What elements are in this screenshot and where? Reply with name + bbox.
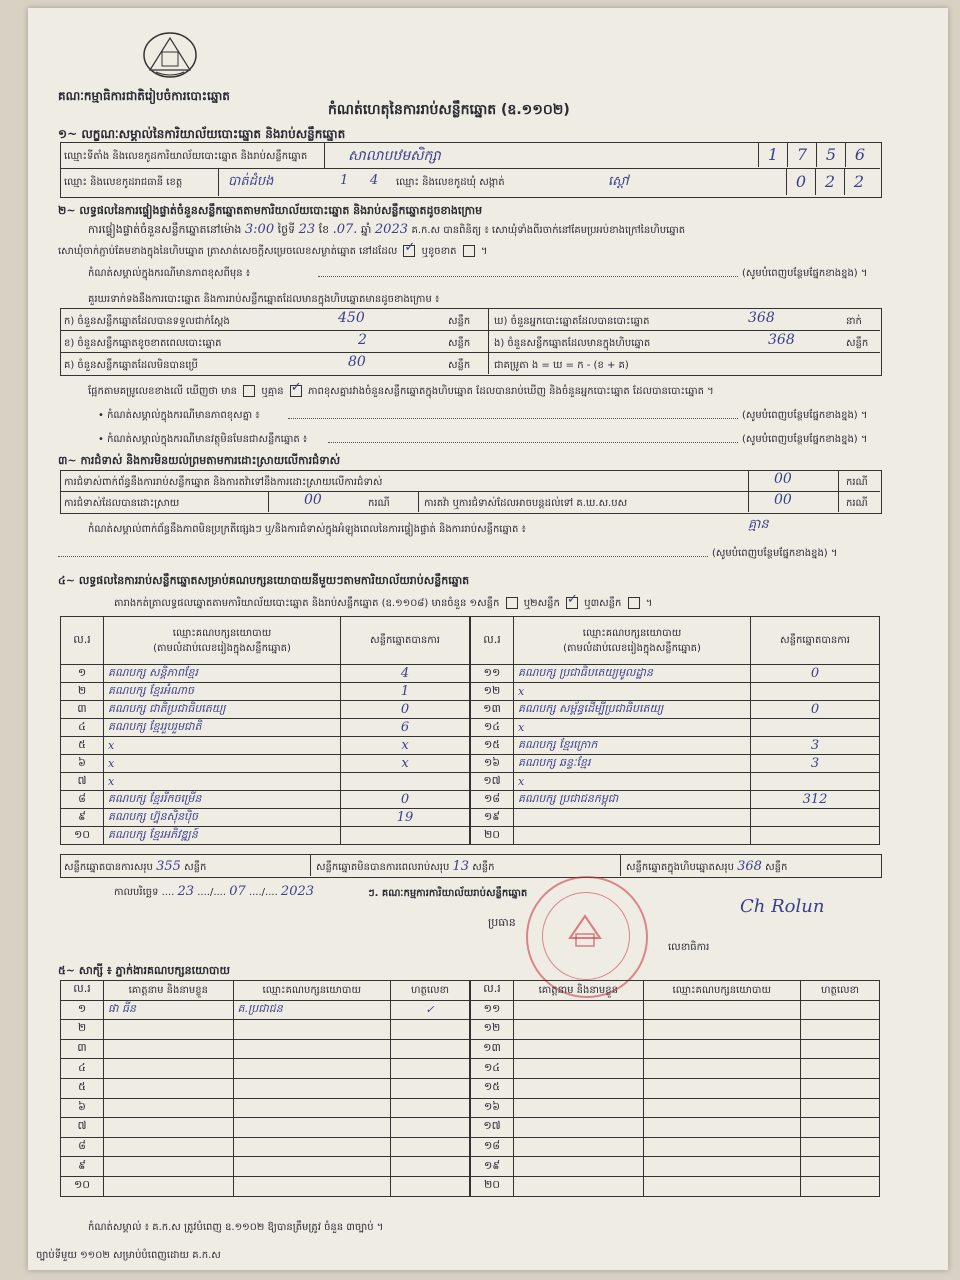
appeal-label: ការតវ៉ា ឬការជំទាស់ដែលអាចបន្តដល់ទៅ គ.ឃ.ស.បស xyxy=(424,498,628,509)
vote-row xyxy=(61,755,470,773)
total-box: សន្លឹកឆ្នោតក្នុងហិបឆ្នោតសរុប 368 សន្លឹក xyxy=(626,859,788,874)
witness-name xyxy=(514,1118,644,1138)
w-col-name: គោត្តនាម និងនាមខ្លួន xyxy=(104,981,234,1001)
vote-row xyxy=(471,827,880,845)
vote-row xyxy=(61,719,470,737)
witness-signature xyxy=(801,1059,880,1079)
witness-name xyxy=(514,1078,644,1098)
has-diff-checkbox xyxy=(243,385,255,397)
witness-signature xyxy=(801,1000,880,1020)
party-votes: 312 xyxy=(751,791,880,809)
witness-name xyxy=(104,1118,234,1138)
col-votes-header: សន្លឹកឆ្នោតបានការ xyxy=(751,617,880,665)
col-no-header: ល.រ xyxy=(471,617,514,665)
col-votes-header: សន្លឹកឆ្នោតបានការ xyxy=(341,617,470,665)
w-col-party: ឈ្មោះគណបក្សនយោបាយ xyxy=(233,981,390,1001)
party-name: គណបក្ស ជាតិប្រជាធិបតេយ្យ xyxy=(104,701,341,719)
section2-title: ២~ លទ្ធផលនៃការផ្ទៀងផ្ទាត់ចំនួនសន្លឹកឆ្នោតតាមការិយាល័យបោះឆ្នោត និងរាប់សន្លឹកឆ្នោតដូចខាងក្រោម xyxy=(58,204,483,217)
section3-title: ៣~ ការជំទាស់ និងការមិនយល់ព្រមតាមការដោះស្រាយលើការជំទាស់ xyxy=(58,454,341,467)
vote-row xyxy=(61,701,470,719)
section5-title: ៥~ សាក្សី ៖ ភ្នាក់ងារគណបក្សនយោបាយ xyxy=(58,964,231,977)
witness-signature xyxy=(801,1020,880,1040)
witness-signature xyxy=(801,1137,880,1157)
party-votes: 1 xyxy=(341,683,470,701)
section2-line2: សោឃុំចាក់ភ្ជាប់គែមខាងក្នុងនៃហិបឆ្នោត ត្រាសាត់សេចក្ដីសម្រេចលេខសម្ងាត់ឆ្នោត នៅដដែល ✓ ឬខូចខាត ។ xyxy=(58,244,487,259)
vote-row xyxy=(471,809,880,827)
count-d-unit: នាក់ xyxy=(846,316,862,327)
count-b-value: 2 xyxy=(358,332,367,348)
row-no: ២០ xyxy=(471,827,514,845)
party-votes: 3 xyxy=(751,737,880,755)
witness-signature xyxy=(391,1039,470,1059)
witness-party: គ.ប្រជាជន xyxy=(233,1000,390,1020)
vote-row xyxy=(61,791,470,809)
total-valid-value: 355 xyxy=(156,859,181,874)
witness-signature xyxy=(801,1098,880,1118)
fill-hint-1: (សូមបំពេញបន្ថែមផ្នែកខាងខ្នង) ។ xyxy=(742,268,868,279)
witness-name xyxy=(514,1059,644,1079)
witness-party xyxy=(643,1176,800,1196)
witness-row xyxy=(471,1176,880,1196)
vote-row xyxy=(471,773,880,791)
verify-day: 23 xyxy=(298,222,316,237)
bullet-diff: • កំណត់សម្គាល់ក្នុងករណីមានភាពខុសគ្នា ៖ xyxy=(98,410,260,421)
party-name: គណបក្ស សន្តិភាពខ្មែរ xyxy=(104,665,341,683)
witness-name xyxy=(514,1020,644,1040)
count-a-value: 450 xyxy=(338,310,365,326)
witness-row xyxy=(471,1020,880,1040)
count-formula: ជាគម្រូតា ង = ឃ = ក - (ខ + គ) xyxy=(494,360,629,371)
witness-party xyxy=(233,1059,390,1079)
row-no: ១២ xyxy=(471,1020,514,1040)
witness-party xyxy=(233,1020,390,1040)
count-d-label: ឃ) ចំនួនអ្នកបោះឆ្នោតដែលបានបោះឆ្នោត xyxy=(494,316,650,327)
count-e-value: 368 xyxy=(768,332,795,348)
party-votes xyxy=(341,773,470,791)
vote-row xyxy=(471,665,880,683)
votes-table-left xyxy=(60,616,470,845)
row-no: ១៨ xyxy=(471,1137,514,1157)
witness-signature xyxy=(391,1157,470,1177)
witness-name xyxy=(104,1039,234,1059)
row-no: ៣ xyxy=(61,701,104,719)
objection-label: ការជំទាស់ពាក់ព័ន្ធនឹងការរាប់សន្លឹកឆ្នោត និងការតវ៉ាទៅនឹងការដោះស្រាយលើការជំទាស់ xyxy=(64,477,383,488)
section1-title: ១~ លក្ខណៈសម្គាល់នៃការិយាល័យបោះឆ្នោត និងរាប់សន្លឹកឆ្នោត xyxy=(58,127,346,141)
row-no: ១ xyxy=(61,665,104,683)
vote-row xyxy=(61,827,470,845)
party-name: x xyxy=(104,737,341,755)
row-no: ៥ xyxy=(61,1078,104,1098)
row-no: ១៧ xyxy=(471,773,514,791)
witness-signature xyxy=(801,1157,880,1177)
party-name xyxy=(514,809,751,827)
party-votes: 0 xyxy=(751,665,880,683)
row-no: ១ xyxy=(61,1000,104,1020)
row-no: ១៥ xyxy=(471,737,514,755)
section4-intro: តារាងកត់ត្រាលទ្ធផលឆ្នោតតាមការិយាល័យបោះឆ្នោត និងរាប់សន្លឹកឆ្នោត (ឧ.១១០៨) មានចំនួន ១សន្លឹក ឬ២សន្លឹក ✓ ឬ៣សន្លឹក ។ xyxy=(114,596,652,611)
witness-party xyxy=(643,1039,800,1059)
three-sheet-checkbox xyxy=(628,597,640,609)
unchanged-checkbox xyxy=(403,245,415,257)
party-name: x xyxy=(514,683,751,701)
count-e-label: ង) ចំនួនសន្លឹកឆ្នោតដែលមានក្នុងហិបឆ្នោត xyxy=(494,338,651,349)
witness-party xyxy=(643,1098,800,1118)
party-votes xyxy=(751,773,880,791)
party-votes xyxy=(751,683,880,701)
party-votes: 0 xyxy=(751,701,880,719)
col-party-header: ឈ្មោះគណបក្សនយោបាយ (តាមលំដាប់លេខរៀងក្នុងសន្លឹកឆ្នោត) xyxy=(104,617,341,665)
votes-table-right xyxy=(470,616,880,845)
section3-note: កំណត់សម្គាល់ពាក់ព័ន្ធនឹងភាពមិនប្រក្រតីផ្សេងៗ ឬ/និងការជំទាស់ក្នុងអំឡុងពេលនៃការផ្ទៀងផ្ទាត់ និងការរាប់សន្លឹកឆ្នោត ៖ xyxy=(88,524,526,535)
witness-name xyxy=(104,1137,234,1157)
witness-party xyxy=(643,1059,800,1079)
party-name: គណបក្ស ខ្មែររីកចម្រើន xyxy=(104,791,341,809)
section1-code-top: 1 7 5 6 xyxy=(758,142,874,167)
witness-signature xyxy=(391,1078,470,1098)
row-no: ១១ xyxy=(471,1000,514,1020)
party-name: គណបក្ស ខ្មែរក្រោក xyxy=(514,737,751,755)
w-col-sign: ហត្ថលេខា xyxy=(801,981,880,1001)
section2-note-label: កំណត់សម្គាល់ក្នុងករណីមានភាពខុសពីមុន ៖ xyxy=(88,268,251,279)
vote-row xyxy=(61,683,470,701)
row-no: ៦ xyxy=(61,1098,104,1118)
section1-province-code-1: 1 xyxy=(340,173,349,188)
row-no: ១៣ xyxy=(471,1039,514,1059)
witness-party xyxy=(643,1020,800,1040)
row-no: ១៣ xyxy=(471,701,514,719)
witness-name xyxy=(514,1000,644,1020)
witness-name xyxy=(514,1098,644,1118)
row-no: ៨ xyxy=(61,1137,104,1157)
vote-row xyxy=(471,737,880,755)
witness-name xyxy=(514,1157,644,1177)
party-name: x xyxy=(104,773,341,791)
witness-party xyxy=(643,1000,800,1020)
party-votes: 0 xyxy=(341,791,470,809)
witness-signature xyxy=(391,1176,470,1196)
verify-year: 2023 xyxy=(374,222,408,237)
row-no: ១៤ xyxy=(471,1059,514,1079)
resolved-count: 00 xyxy=(304,492,322,508)
verify-month: .07. xyxy=(332,222,358,237)
witness-row xyxy=(471,1118,880,1138)
row-no: ១៥ xyxy=(471,1078,514,1098)
witness-signature xyxy=(801,1118,880,1138)
total-valid: សន្លឹកឆ្នោតបានការសរុប 355 សន្លឹក xyxy=(64,859,207,874)
witness-name xyxy=(104,1078,234,1098)
witness-row xyxy=(61,1137,470,1157)
witness-name: ផា ធីន xyxy=(104,1000,234,1020)
section1-code-bottom: 0 2 2 xyxy=(786,169,873,195)
total-invalid-value: 13 xyxy=(452,859,470,874)
bottom-note: ច្បាប់ទីមួយ ១១០២ សម្រាប់បំពេញដោយ គ.ក.ស xyxy=(36,1250,221,1261)
witness-party xyxy=(233,1098,390,1118)
witness-row xyxy=(471,1039,880,1059)
party-votes: x xyxy=(341,755,470,773)
secretary-label: លេខាធិការ xyxy=(668,942,710,953)
party-votes xyxy=(751,809,880,827)
witness-party xyxy=(643,1118,800,1138)
party-name: x xyxy=(104,755,341,773)
witness-party xyxy=(643,1078,800,1098)
row-no: ១៩ xyxy=(471,809,514,827)
w-col-no: ល.រ xyxy=(61,981,104,1001)
party-name: គណបក្ស ខ្មែរអភិវឌ្ឍន៍ xyxy=(104,827,341,845)
witness-row xyxy=(471,1078,880,1098)
verify-time: 3:00 xyxy=(244,222,275,237)
row-no: ១៨ xyxy=(471,791,514,809)
witness-signature: ✓ xyxy=(391,1000,470,1020)
president-signature: Ch Rolun xyxy=(740,896,825,917)
section2-check: ផ្អែកតាមគម្រូលេខខាងលើ ឃើញថា មាន ឬគ្មាន ✓ ភាពខុសគ្នារវាងចំនួនសន្លឹកឆ្នោតក្នុងហិបឆ្នោត ដែលបានរាប់ឃើញ និងចំនួនអ្នកបោះឆ្នោត ដែលបានបោះឆ្នោត ។ xyxy=(88,384,714,399)
party-name: គណបក្ស ឆន្ទៈខ្មែរ xyxy=(514,755,751,773)
witness-name xyxy=(514,1137,644,1157)
row-no: ១០ xyxy=(61,827,104,845)
witness-name xyxy=(104,1098,234,1118)
witness-name xyxy=(514,1039,644,1059)
party-name: គណបក្ស ប្រជាធិបតេយ្យមូលដ្ឋាន xyxy=(514,665,751,683)
section1-province-code-2: 4 xyxy=(370,173,379,188)
bullet-nonballot: • កំណត់សម្គាល់ក្នុងករណីមានវត្ថុមិនមែនជាសន្លឹកឆ្នោត ៖ xyxy=(98,434,308,445)
w-col-name: គោត្តនាម និងនាមខ្លួន xyxy=(514,981,644,1001)
row-no: ៧ xyxy=(61,1118,104,1138)
row-no: ១០ xyxy=(61,1176,104,1196)
witness-party xyxy=(233,1176,390,1196)
vote-row xyxy=(471,683,880,701)
section1-row1-label: ឈ្មោះទីតាំង និងលេខកូដការិយាល័យបោះឆ្នោត និងរាប់សន្លឹកឆ្នោត xyxy=(64,151,308,162)
form-page xyxy=(28,8,948,1270)
witness-table-left xyxy=(60,980,470,1197)
row-no: ១២ xyxy=(471,683,514,701)
witness-party xyxy=(233,1118,390,1138)
party-votes: 6 xyxy=(341,719,470,737)
section2-line1: ការផ្ទៀងផ្ទាត់ចំនួនសន្លឹកឆ្នោតនៅម៉ោង 3:00 ថ្ងៃទី 23 ខែ .07. ឆ្នាំ 2023 គ.ក.ស បានពិនិត្យ ៖ សោឃុំទាំងពីរចាក់នៅគែមប្រអប់ខាងក្រៅនៃហិបឆ្នោត xyxy=(88,222,686,237)
two-sheet-checkbox xyxy=(566,597,578,609)
resolved-label: ការជំទាស់ដែលបានដោះស្រាយ xyxy=(64,498,180,509)
witness-signature xyxy=(801,1176,880,1196)
witness-name xyxy=(104,1059,234,1079)
party-votes xyxy=(751,827,880,845)
committee-label: ៗ. គណៈកម្មការការិយាល័យរាប់សន្លឹកឆ្នោត xyxy=(368,888,528,899)
row-no: ៤ xyxy=(61,1059,104,1079)
count-a-label: ក) ចំនួនសន្លឹកឆ្នោតដែលបានទទួលជាក់ស្ដែង xyxy=(64,316,230,327)
party-name xyxy=(514,827,751,845)
objection-count: 00 xyxy=(774,471,792,487)
count-b-unit: សន្លឹក xyxy=(448,338,471,349)
row-no: ១៦ xyxy=(471,755,514,773)
witness-party xyxy=(643,1157,800,1177)
party-name: គណបក្ស ខ្មែររួបរួមជាតិ xyxy=(104,719,341,737)
party-name: គណបក្ស ប្រជាជនកម្ពុជា xyxy=(514,791,751,809)
witness-party xyxy=(233,1137,390,1157)
party-votes: 0 xyxy=(341,701,470,719)
total-invalid: សន្លឹកឆ្នោតមិនបានការពេលរាប់សរុប 13 សន្លឹក xyxy=(316,859,495,874)
resolved-unit: ករណី xyxy=(368,498,390,509)
witness-signature xyxy=(801,1078,880,1098)
date-line: កាលបរិច្ឆេទ .... 23 ..../.... 07 ..../.... 2023 xyxy=(114,884,315,899)
witness-signature xyxy=(801,1039,880,1059)
witness-row xyxy=(61,1039,470,1059)
vote-row xyxy=(471,755,880,773)
witness-table-right xyxy=(470,980,880,1197)
row-no: ៩ xyxy=(61,809,104,827)
no-diff-checkbox xyxy=(290,385,302,397)
witness-row xyxy=(61,1059,470,1079)
witness-name xyxy=(514,1176,644,1196)
count-d-value: 368 xyxy=(748,310,775,326)
vote-row xyxy=(471,791,880,809)
witness-party xyxy=(233,1157,390,1177)
section1-location: សាលាបឋមសិក្សា xyxy=(348,148,441,164)
row-no: ៧ xyxy=(61,773,104,791)
vote-row xyxy=(61,737,470,755)
row-no: ១១ xyxy=(471,665,514,683)
witness-row xyxy=(61,1078,470,1098)
witness-party xyxy=(643,1137,800,1157)
count-c-unit: សន្លឹក xyxy=(448,360,471,371)
w-col-party: ឈ្មោះគណបក្សនយោបាយ xyxy=(643,981,800,1001)
fill-hint-2: (សូមបំពេញបន្ថែមផ្នែកខាងខ្នង) ។ xyxy=(742,410,868,421)
row-no: ៤ xyxy=(61,719,104,737)
party-name: x xyxy=(514,773,751,791)
witness-signature xyxy=(391,1098,470,1118)
witness-row xyxy=(471,1157,880,1177)
row-no: ២០ xyxy=(471,1176,514,1196)
witness-signature xyxy=(391,1137,470,1157)
president-label: ប្រធាន xyxy=(488,916,516,929)
section1-commune: ស្ដៅ xyxy=(608,174,629,189)
witness-row xyxy=(471,1137,880,1157)
witness-signature xyxy=(391,1020,470,1040)
row-no: ២ xyxy=(61,683,104,701)
witness-signature xyxy=(391,1118,470,1138)
witness-row xyxy=(61,1157,470,1177)
witness-row xyxy=(471,1000,880,1020)
row-no: ៩ xyxy=(61,1157,104,1177)
section1-province: បាត់ដំបង xyxy=(228,174,274,189)
witness-row xyxy=(61,1098,470,1118)
section3-note-value: គ្មាន xyxy=(748,517,769,532)
count-b-label: ខ) ចំនួនសន្លឹកឆ្នោតខូចខាតពេលបោះឆ្នោត xyxy=(64,338,222,349)
row-no: ៨ xyxy=(61,791,104,809)
row-no: ១៤ xyxy=(471,719,514,737)
agency-name: គណៈកម្មាធិការជាតិរៀបចំការបោះឆ្នោត xyxy=(58,89,230,103)
vote-row xyxy=(61,665,470,683)
appeal-count: 00 xyxy=(774,492,792,508)
fill-hint-3: (សូមបំពេញបន្ថែមផ្នែកខាងខ្នង) ។ xyxy=(742,434,868,445)
party-votes: x xyxy=(341,737,470,755)
row-no: ១៩ xyxy=(471,1157,514,1177)
appeal-unit: ករណី xyxy=(846,498,868,509)
count-a-unit: សន្លឹក xyxy=(448,316,471,327)
count-e-unit: សន្លឹក xyxy=(846,338,869,349)
witness-name xyxy=(104,1176,234,1196)
total-box-value: 368 xyxy=(737,859,762,874)
vote-row xyxy=(471,701,880,719)
party-name: x xyxy=(514,719,751,737)
row-no: ១៧ xyxy=(471,1118,514,1138)
section4-title: ៤~ លទ្ធផលនៃការរាប់សន្លឹកឆ្នោតសម្រាប់គណបក្សនយោបាយនីមួយៗតាមការិយាល័យរាប់សន្លឹកឆ្នោត xyxy=(58,574,470,587)
row-no: ៦ xyxy=(61,755,104,773)
party-votes: 3 xyxy=(751,755,880,773)
section1-row2-label: ឈ្មោះ និងលេខកូដរាជធានី ខេត្ត xyxy=(64,177,183,188)
witness-row xyxy=(61,1000,470,1020)
party-name: គណបក្ស សម្ព័ន្ធដើម្បីប្រជាធិបតេយ្យ xyxy=(514,701,751,719)
party-votes xyxy=(341,827,470,845)
section1-commune-label: ឈ្មោះ និងលេខកូដឃុំ សង្កាត់ xyxy=(396,177,505,188)
row-no: ១៦ xyxy=(471,1098,514,1118)
objection-unit: ករណី xyxy=(846,477,868,488)
witness-row xyxy=(61,1176,470,1196)
section2-intro: គួរឃរទាក់ទងនឹងការបោះឆ្នោត និងការរាប់សន្លឹកឆ្នោតដែលមានក្នុងហិបឆ្នោតមានដូចខាងក្រោម ៖ xyxy=(88,294,440,305)
form-title: កំណត់ហេតុនៃការរាប់សន្លឹកឆ្នោត (ឧ.១១០២) xyxy=(328,102,570,118)
row-no: ៣ xyxy=(61,1039,104,1059)
fill-hint-4: (សូមបំពេញបន្ថែមផ្នែកខាងខ្នង) ។ xyxy=(712,548,838,559)
witness-party xyxy=(233,1078,390,1098)
witness-signature xyxy=(391,1059,470,1079)
footer-note: កំណត់សម្គាល់ ៖ គ.ក.ស ត្រូវបំពេញ ឧ.១១០២ ឱ្យបានត្រឹមត្រូវ ចំនួន ៣ច្បាប់ ។ xyxy=(88,1222,384,1233)
witness-name xyxy=(104,1157,234,1177)
row-no: ៥ xyxy=(61,737,104,755)
party-votes: 19 xyxy=(341,809,470,827)
col-party-header: ឈ្មោះគណបក្សនយោបាយ (តាមលំដាប់លេខរៀងក្នុងសន្លឹកឆ្នោត) xyxy=(514,617,751,665)
party-name: គណបក្ស ហ្វ៊ុនស៊ិនប៉ិច xyxy=(104,809,341,827)
vote-row xyxy=(61,809,470,827)
witness-row xyxy=(61,1020,470,1040)
w-col-sign: ហត្ថលេខា xyxy=(391,981,470,1001)
witness-row xyxy=(61,1118,470,1138)
witness-name xyxy=(104,1020,234,1040)
vote-row xyxy=(61,773,470,791)
one-sheet-checkbox xyxy=(506,597,518,609)
party-votes: 4 xyxy=(341,665,470,683)
party-name: គណបក្ស ខ្មែរអំណាច xyxy=(104,683,341,701)
nec-emblem-icon xyxy=(140,30,200,80)
w-col-no: ល.រ xyxy=(471,981,514,1001)
witness-row xyxy=(471,1059,880,1079)
count-c-value: 80 xyxy=(348,354,366,370)
vote-row xyxy=(471,719,880,737)
party-votes xyxy=(751,719,880,737)
witness-row xyxy=(471,1098,880,1118)
witness-party xyxy=(233,1039,390,1059)
damaged-checkbox xyxy=(463,245,475,257)
row-no: ២ xyxy=(61,1020,104,1040)
count-c-label: គ) ចំនួនសន្លឹកឆ្នោតដែលមិនបានប្រើ xyxy=(64,360,198,371)
col-no-header: ល.រ xyxy=(61,617,104,665)
